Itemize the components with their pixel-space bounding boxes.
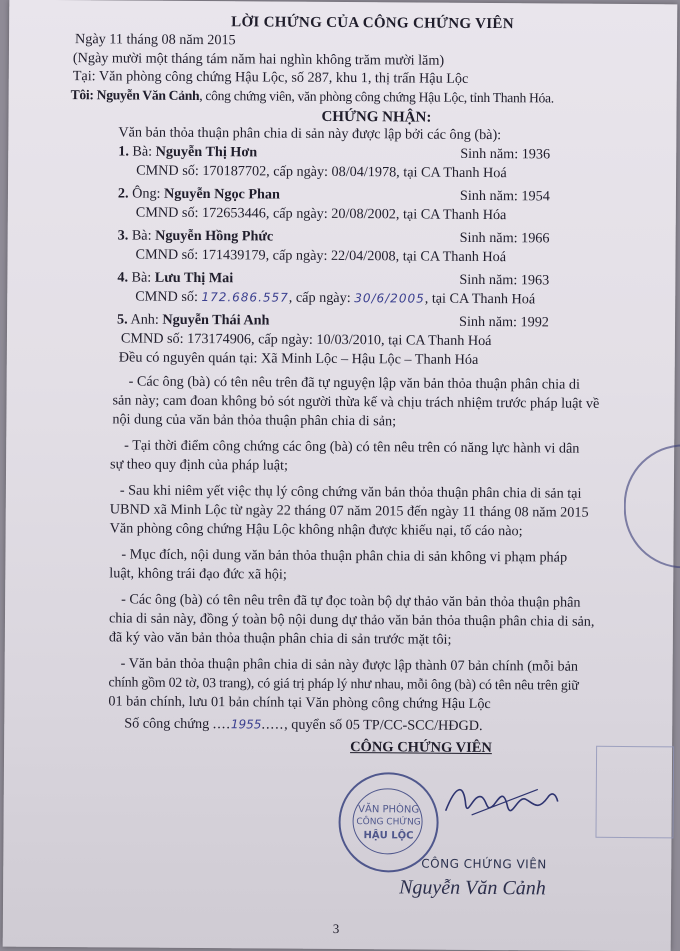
party-title: Anh:	[130, 311, 163, 328]
party-number: 3.	[117, 227, 129, 244]
body-line: Văn phòng công chứng Hậu Lộc không nhận được khiếu nại, tố cáo nào;	[109, 520, 523, 540]
faint-side-stamp	[595, 746, 674, 839]
party-name: Nguyễn Thái Anh	[162, 311, 270, 329]
body-line: - Sau khi niêm yết việc thụ lý công chứng văn bản thỏa thuận phân chia di sản tại	[119, 482, 582, 502]
certify-heading: CHỨNG NHẬN:	[321, 108, 432, 126]
signer-name: Nguyễn Văn Cảnh	[399, 876, 546, 900]
party-row	[117, 268, 233, 287]
party-title: Bà:	[131, 269, 155, 286]
handwritten-issue-date: 30/6/2005	[354, 291, 425, 306]
party-id	[135, 288, 535, 309]
office-address: Tại: Văn phòng công chứng Hậu Lộc, số 287, khu 1, thị trấn Hậu Lộc	[72, 68, 469, 87]
id-label: CMND số:	[135, 288, 202, 306]
body-line: nội dung của văn bản thỏa thuận phân chia di sản;	[112, 411, 397, 430]
body-line: - Các ông (bà) có tên nêu trên đã tự đọc toàn bộ dự thảo văn bản thỏa thuận phân	[121, 591, 581, 611]
party-birth: Sinh năm: 1992	[459, 313, 549, 331]
registration-line	[124, 715, 482, 736]
dots: .....	[261, 716, 285, 733]
signature-mark	[442, 775, 562, 826]
body-line: luật, không trái đạo đức xã hội;	[109, 565, 287, 583]
body-line: chính gồm 02 tờ, 03 trang), có giá trị pháp lý như nhau, mỗi ông (bà) có tên nêu trên giữ	[108, 674, 579, 693]
party-id: CMND số: 170187702, cấp ngày: 08/04/1978, tại CA Thanh Hoá	[136, 162, 507, 182]
signer-title: CÔNG CHỨNG VIÊN	[421, 856, 547, 872]
issue-place: , tại CA Thanh Hoá	[424, 290, 536, 308]
party-id: CMND số: 172653446, cấp ngày: 20/08/2002, tại CA Thanh Hóa	[135, 204, 507, 224]
body-line: UBND xã Minh Lộc từ ngày 22 tháng 07 năm 2015 đến ngày 11 tháng 08 năm 2015	[109, 501, 589, 521]
signer-heading: CÔNG CHỨNG VIÊN	[350, 739, 492, 757]
handwritten-id-number: 172.686.557	[201, 290, 289, 305]
party-name: Nguyễn Ngọc Phan	[164, 185, 281, 203]
registration-book: , quyển số 05 TP/CC-SCC/HĐGD.	[284, 716, 483, 735]
body-line: - Mục đích, nội dung văn bản thỏa thuận phân chia di sản không vi phạm pháp	[121, 546, 568, 566]
party-title: Bà:	[132, 143, 156, 160]
party-number: 4.	[117, 269, 129, 286]
date-line: Ngày 11 tháng 08 năm 2015	[74, 31, 236, 49]
party-title: Ông:	[132, 185, 165, 202]
party-name: Nguyễn Thị Hơn	[155, 143, 258, 161]
party-number: 1.	[118, 143, 129, 160]
page-number: 3	[332, 920, 340, 937]
body-line: sản này; cam đoan không bỏ sót người thừa kế và chịu trách nhiệm trước pháp luật về	[112, 392, 600, 412]
party-birth: Sinh năm: 1954	[459, 187, 550, 205]
handwritten-registration-number: 1955	[230, 717, 262, 732]
issue-date-label: , cấp ngày:	[288, 289, 355, 307]
party-name: Lưu Thị Mai	[154, 269, 234, 287]
notary-statement	[71, 86, 554, 107]
body-line: - Các ông (bà) có tên nêu trên đã tự nguyện lập văn bản thỏa thuận phân chia di	[128, 373, 580, 393]
body-line: đã ký vào văn bản thỏa thuận phân chia di sản trước mặt tôi;	[108, 629, 452, 648]
party-birth: Sinh năm: 1963	[459, 271, 550, 289]
party-row	[118, 142, 257, 161]
notary-name: Tôi: Nguyễn Văn Cảnh	[70, 87, 200, 104]
edge-seal	[623, 444, 680, 568]
seal-text: CÔNG CHỨNG	[356, 817, 421, 828]
party-id: CMND số: 173174906, cấp ngày: 10/03/2010, tại CA Thanh Hoá	[120, 330, 492, 350]
party-number: 5.	[117, 311, 128, 328]
origin-line: Đều có nguyên quán tại: Xã Minh Lộc – Hậu Lộc – Thanh Hóa	[118, 349, 479, 368]
registration-label: Số công chứng	[124, 715, 213, 733]
body-line: - Văn bản thỏa thuận phân chia di sản này được lập thành 07 bản chính (mỗi bản	[120, 655, 579, 675]
intro-text: Văn bản thỏa thuận phân chia di sản này được lập bởi các ông (bà):	[118, 124, 502, 144]
document-title: LỜI CHỨNG CỦA CÔNG CHỨNG VIÊN	[231, 14, 514, 33]
body-line: chia di sản này, đồng ý toàn bộ nội dung dự thảo văn bản thỏa thuận phân chia di sản,	[108, 610, 595, 630]
dots: ....	[212, 716, 231, 733]
date-in-words: (Ngày mười một tháng tám năm hai nghìn không trăm mười lăm)	[72, 50, 445, 69]
party-number: 2.	[117, 185, 129, 202]
party-birth: Sinh năm: 1936	[460, 145, 551, 163]
seal-text: VĂN PHÒNG	[358, 804, 420, 816]
seal-text: HẬU LỘC	[363, 830, 414, 842]
body-line: sự theo quy định của pháp luật;	[110, 456, 289, 474]
body-line: - Tại thời điểm công chứng các ông (bà) có tên nêu trên có năng lực hành vi dân	[124, 437, 580, 457]
party-id: CMND số: 171439179, cấp ngày: 22/04/2008, tại CA Thanh Hoá	[135, 246, 507, 266]
party-row	[117, 310, 269, 329]
body-line: 01 bản chính, lưu 01 bản chính tại Văn phòng công chứng Hậu Lộc	[108, 693, 491, 713]
party-birth: Sinh năm: 1966	[459, 229, 550, 247]
party-row	[118, 226, 274, 245]
party-name: Nguyễn Hồng Phức	[155, 227, 274, 245]
document-page	[3, 0, 678, 951]
party-row	[118, 184, 280, 203]
notary-role: , công chứng viên, văn phòng công chứng Hậu Lộc, tỉnh Thanh Hóa.	[199, 88, 554, 106]
party-title: Bà:	[131, 227, 156, 244]
